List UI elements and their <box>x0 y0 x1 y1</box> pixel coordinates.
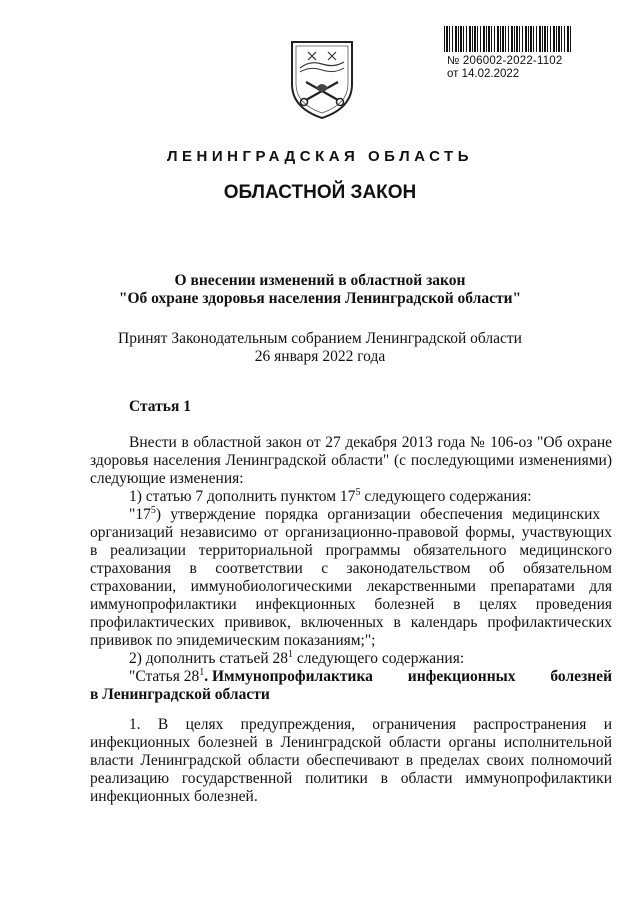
coat-of-arms-emblem <box>286 38 358 120</box>
registration-date: от 14.02.2022 <box>447 68 520 80</box>
paragraph-line: инфекционных болезней. <box>90 788 258 805</box>
quote-line: прививок по эпидемическим показаниям;"; <box>90 632 376 649</box>
region-title: ЛЕНИНГРАДСКАЯ ОБЛАСТЬ <box>167 148 473 165</box>
barcode <box>444 26 572 52</box>
quote-line: организаций независимо от организационно-правовой формы, участвующих <box>90 524 612 541</box>
new-article-title-line-2: в Ленинградской области <box>90 686 270 703</box>
law-title-line-1: О внесении изменений в областной закон <box>174 272 466 289</box>
article-heading: Статья 1 <box>129 398 191 415</box>
law-title-line-2: "Об охране здоровья населения Ленинградской области" <box>118 290 522 307</box>
quote-first-line: "$17^5$) утверждение порядка организации обеспечения медицинских <box>129 504 601 523</box>
intro-line: здоровья населения Ленинградской области" (с последующими изменениями) <box>90 452 612 469</box>
paragraph-line: инфекционных болезней в Ленинградской области органы исполнительной <box>90 734 612 751</box>
paragraph-line: 1. В целях предупреждения, ограничения распространения и <box>129 716 612 733</box>
quote-line: страхования в соответствии с законодательством об обязательном <box>90 560 612 577</box>
adopted-line-1: Принят Законодательным собранием Ленинградской области <box>118 330 522 347</box>
registration-number: № 206002-2022-1102 <box>447 55 563 67</box>
quote-line: иммунопрофилактики инфекционных болезней в целях проведения <box>90 596 612 613</box>
item-2: 2) дополнить статьей $28^1$ следующего содержания: <box>129 648 465 667</box>
intro-line: следующие изменения: <box>90 470 244 487</box>
item-1: 1) статью 7 дополнить пунктом $17^5$ следующего содержания: <box>129 486 532 505</box>
adopted-date: 26 января 2022 года <box>254 348 386 365</box>
new-article-title: "Статья $28^1$. Иммунопрофилактика инфекционных болезней <box>129 666 612 685</box>
quote-line: в реализации территориальной программы обязательного медицинского <box>90 542 612 559</box>
document-type: ОБЛАСТНОЙ ЗАКОН <box>223 182 417 203</box>
quote-line: страховании, иммунобиологическими лекарственными препаратами для <box>90 578 612 595</box>
quote-line: профилактических прививок, включенных в календарь профилактических <box>90 614 612 631</box>
intro-line: Внести в областной закон от 27 декабря 2013 года № 106-оз "Об охране <box>129 434 612 451</box>
paragraph-line: реализацию государственной политики в области иммунопрофилактики <box>90 770 612 787</box>
paragraph-line: власти Ленинградской области обеспечивают в пределах своих полномочий <box>90 752 612 769</box>
